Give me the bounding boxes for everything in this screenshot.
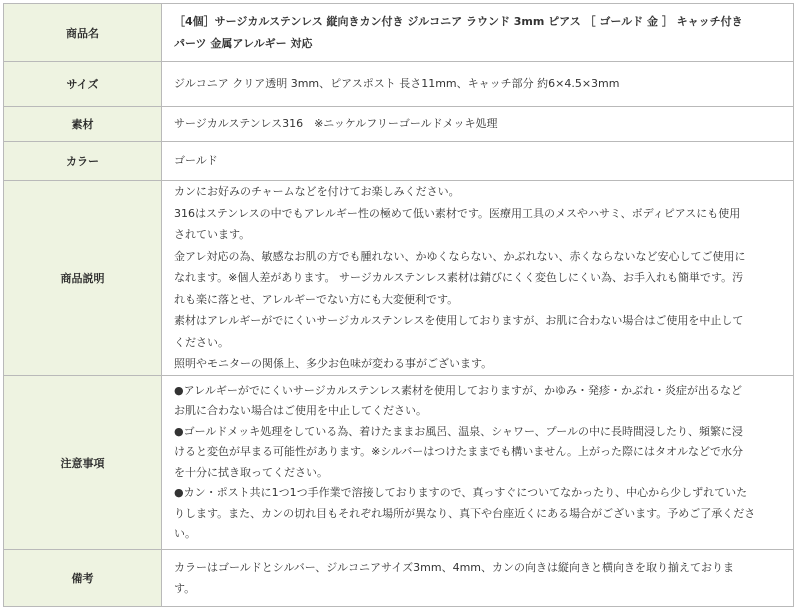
spec-label: 備考 (4, 550, 162, 607)
spec-row-cautions (4, 376, 794, 550)
spec-label: 商品名 (4, 4, 162, 62)
spec-value (162, 4, 794, 62)
size-line: ジルコニア クリア透明 3mm、ピアスポスト 長さ11mm、キャッチ部分 約6×4.5×3mm (174, 77, 620, 91)
description-line: されています。 (174, 228, 251, 242)
description-line: 素材はアレルギーがでにくいサージカルステンレスを使用しておりますが、お肌に合わない場合はご使用を中止して (174, 314, 744, 328)
description-line: 316はステンレスの中でもアレルギー性の極めて低い素材です。医療用工具のメスやハサミ、ボディピアスにも使用 (174, 206, 741, 220)
spec-value (162, 181, 794, 376)
remarks-line: カラーはゴールドとシルバー、ジルコニアサイズ3mm、4mm、カンの向きは縦向きと横向きを取り揃えておりま (174, 560, 734, 574)
spec-row-size (4, 62, 794, 107)
description-line: れも楽に落とせ、アレルギーでない方にも大変便利です。 (174, 292, 459, 306)
spec-label: カラー (4, 142, 162, 181)
spec-label: 素材 (4, 107, 162, 142)
caution-line: ●アレルギーがでにくいサージカルステンレス素材を使用しておりますが、かゆみ・発疹・かぶれ・炎症が出るなど (174, 383, 742, 397)
spec-row-color (4, 142, 794, 181)
remarks-line: す。 (174, 582, 196, 595)
caution-line: けると変色が早まる可能性があります。※シルバーはつけたままでも構いません。上がった際にはタオルなどで水分 (174, 445, 743, 458)
material-line: サージカルステンレス316 ※ニッケルフリーゴールドメッキ処理 (174, 117, 498, 131)
spec-row-remarks (4, 550, 794, 607)
spec-label: 注意事項 (4, 376, 162, 550)
caution-line: ●カン・ポスト共に1つ1つ手作業で溶接しておりますので、真っすぐについてなかったり、中心から少しずれていた (174, 486, 748, 499)
description-line: ください。 (174, 335, 229, 349)
description-line: カンにお好みのチャームなどを付けてお楽しみください。 (174, 185, 460, 199)
caution-line: お肌に合わない場合はご使用を中止してください。 (174, 404, 427, 417)
color-line: ゴールド (174, 154, 218, 168)
spec-value (162, 107, 794, 142)
spec-value (162, 376, 794, 550)
caution-line: を十分に拭き取ってください。 (174, 465, 328, 479)
description-line: 照明やモニターの関係上、多少お色味が変わる事がございます。 (174, 357, 493, 371)
caution-line: い。 (174, 527, 196, 540)
caution-line: りします。また、カンの切れ目もそれぞれ場所が異なり、真下や台座近くにある場合がございます。予めご了承くださ (174, 506, 756, 520)
spec-row-material (4, 107, 794, 142)
product-spec-table (3, 3, 794, 607)
spec-label: サイズ (4, 62, 162, 107)
product-name-line: パーツ 金属アレルギー 対応 (174, 36, 313, 50)
product-name-line: ［4個］サージカルステンレス 縦向きカン付き ジルコニア ラウンド 3mm ピアス ［ ゴールド 金 ］ キャッチ付き (174, 15, 743, 28)
spec-row-description (4, 181, 794, 376)
spec-value (162, 62, 794, 107)
caution-line: ●ゴールドメッキ処理をしている為、着けたままお風呂、温泉、シャワー、プールの中に長時間浸したり、頻繁に浸 (174, 424, 744, 438)
spec-value (162, 550, 794, 607)
spec-value (162, 142, 794, 181)
description-line: 金アレ対応の為、敏感なお肌の方でも腫れない、かゆくならない、かぶれない、赤くならないなど安心してご使用に (174, 249, 746, 263)
spec-label: 商品説明 (4, 181, 162, 376)
description-line: なれます。※個人差があります。 サージカルステンレス素材は錆びにくく変色しにくい為、お手入れも簡単です。汚 (174, 271, 744, 285)
spec-row-product-name (4, 4, 794, 62)
